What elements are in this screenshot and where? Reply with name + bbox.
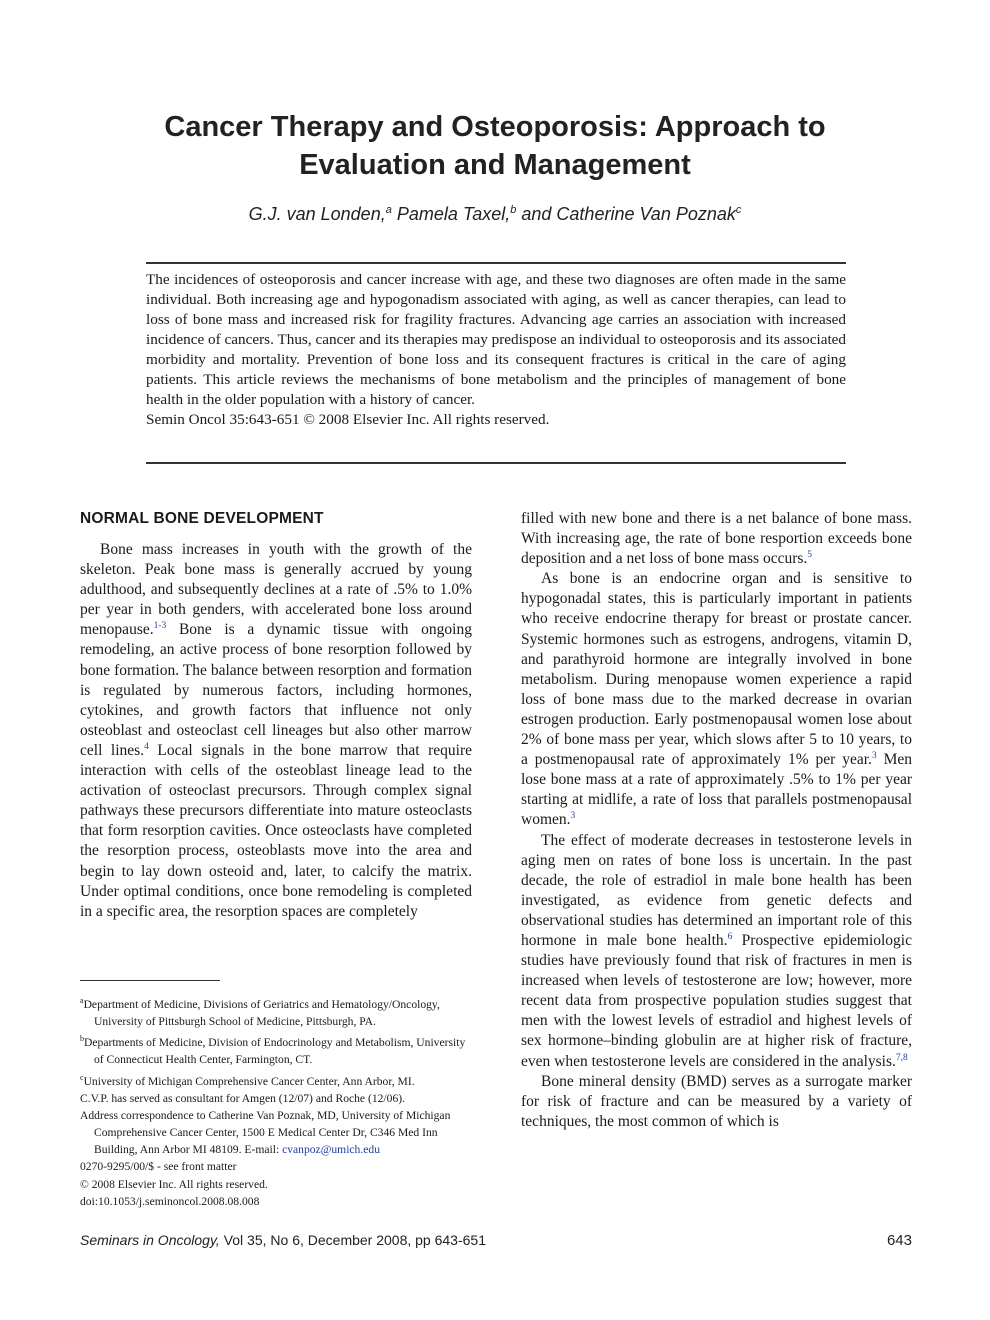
- body-text: The effect of moderate decreases in testosterone levels in aging men on rates of bone loss is uncertain. In the past decade, the role of estradiol in male bone health has been investigated, as evidence from genetic defects and observational studies has determined an important role of this hormone in male bone health.: [521, 831, 912, 949]
- section-heading: NORMAL BONE DEVELOPMENT: [80, 510, 324, 527]
- footnotes: [80, 992, 472, 1210]
- affiliation-text: University of Michigan Comprehensive Cancer Center, Ann Arbor, MI.: [83, 1074, 415, 1088]
- abstract-text: The incidences of osteoporosis and cancer increase with age, and these two diagnoses are often made in the same individual. Both increasing age and hypogonadism associated with aging, as well as cancer therapies, can lead to loss of bone mass and increased risk for fragility fractures. Advancing age carries an association with increased incidence of cancers. Thus, cancer and its therapies may predispose an individual to osteoporosis and its associated morbidity and mortality. Prevention of bone loss and its consequent fractures is critical in the care of aging patients. This article reviews the mechanisms of bone metabolism and the principles of management of bone health in the older population with a history of cancer.: [146, 271, 846, 408]
- correspondence-footnote: [80, 1107, 472, 1159]
- reference-link[interactable]: 6: [727, 931, 733, 942]
- reference-link[interactable]: 4: [144, 741, 149, 752]
- affiliation-footnote: [80, 1030, 472, 1068]
- page-footer: [80, 1232, 912, 1252]
- author-name: Pamela Taxel,: [396, 204, 511, 224]
- abstract-bottom-rule: [146, 462, 846, 464]
- affiliation-text: Department of Medicine, Divisions of Geriatrics and Hematology/Oncology, University of Pittsburgh School of Medicine, Pittsburgh, PA.: [83, 997, 440, 1029]
- disclosure-footnote: C.V.P. has served as consultant for Amgen (12/07) and Roche (12/06).: [80, 1091, 406, 1105]
- affiliation-text: Departments of Medicine, Division of Endocrinology and Metabolism, University of Connecticut Health Center, Farmington, CT.: [84, 1036, 466, 1067]
- reference-link[interactable]: 3: [871, 750, 877, 761]
- issn-line: 0270-9295/00/$ - see front matter: [80, 1160, 237, 1174]
- body-paragraph: [521, 509, 912, 569]
- author-affiliation-mark: c: [735, 204, 742, 216]
- affiliation-mark: a: [80, 996, 84, 1005]
- body-paragraph: [521, 831, 912, 1072]
- body-text: Prospective epidemiologic studies have previously found that risk of fractures in men is increased when levels of testosterone are low; however, more recent data from prospective population studies suggest that men with the lowest levels of estradiol and highest levels of sex hormone–binding globulin are at higher risk of fracture, even when testosterone levels are considered in the analysis.: [521, 931, 912, 1070]
- author-affiliation-mark: b: [510, 204, 517, 216]
- page-number: 643: [886, 1232, 912, 1249]
- author-affiliation-mark: a: [385, 204, 392, 216]
- journal-details: Vol 35, No 6, December 2008, pp 643-651: [219, 1232, 486, 1248]
- body-text: Bone mass increases in youth with the growth of the skeleton. Peak bone mass is generally accrued by young adulthood, and subsequently declines at a rate of .5% to 1.0% per year in both genders, with accelerated bone loss around menopause.: [80, 541, 472, 639]
- author-name: and Catherine Van Poznak: [521, 204, 736, 224]
- reference-link[interactable]: 3: [570, 811, 576, 822]
- email-link[interactable]: cvanpoz@umich.edu: [282, 1143, 380, 1157]
- body-text: As bone is an endocrine organ and is sensitive to hypogonadal states, this is particularly important in patients who receive endocrine therapy for breast or prostate cancer. Systemic hormones such as estrogens, androgens, vitamin D, and parathyroid hormone are integrally involved in bone metabolism. During menopause women experience a rapid loss of bone mass due to the marked decrease in ovarian estrogen production. Early postmenopausal women lose about 2% of bone mass per year, which slows after 5 to 10 years, to a postmenopausal rate of approximately 1% per year.: [521, 570, 912, 769]
- body-paragraph: Bone mineral density (BMD) serves as a surrogate marker for risk of fracture and can be measured by a variety of techniques, the most common of which is: [521, 1072, 912, 1130]
- affiliation-footnote: [80, 1069, 472, 1090]
- body-text: Bone is a dynamic tissue with ongoing remodeling, an active process of bone resorption followed by bone formation. The balance between resorption and formation is regulated by numerous factors, including hormones, cytokines, and growth factors that influence not only osteoblast and osteoclast cell lineages but also other marrow cell lines.: [80, 621, 472, 759]
- affiliation-mark: b: [80, 1034, 84, 1044]
- journal-name: Seminars in Oncology,: [80, 1232, 220, 1248]
- body-paragraph: [521, 569, 912, 830]
- reference-link[interactable]: 1-3: [153, 621, 167, 632]
- right-column: [521, 509, 912, 1132]
- affiliation-footnote: [80, 992, 472, 1030]
- body-text: filled with new bone and there is a net balance of bone mass. With increasing age, the rate of bone resportion exceeds bone deposition and a net loss of bone mass occurs.: [521, 510, 912, 568]
- copyright-line: © 2008 Elsevier Inc. All rights reserved.: [80, 1177, 268, 1191]
- body-text: Local signals in the bone marrow that require interaction with cells of the osteoblast lineage lead to the activation of osteoclast precursors. Through complex signal pathways these precursors differentiate into mature osteoclasts that form resorption cavities. Once osteoclasts have completed the resorption process, osteoblasts move into the area and begin to lay down osteoid and, later, to calcify the matrix. Under optimal conditions, once bone remodeling is completed in a specific area, the resorption spaces are completely: [80, 741, 472, 920]
- journal-citation: [80, 1232, 486, 1248]
- affiliation-mark: c: [80, 1072, 84, 1082]
- correspondence-text: Address correspondence to Catherine Van Poznak, MD, University of Michigan Comprehensive Cancer Center, 1500 E Medical Center Dr, C346 Med Inn Building, Ann Arbor MI 48109. E-mail:: [80, 1108, 451, 1157]
- reference-link[interactable]: 5: [807, 550, 813, 561]
- abstract-top-rule: [146, 262, 846, 264]
- author-list: [90, 204, 900, 225]
- body-paragraph: [80, 540, 472, 922]
- abstract-citation: Semin Oncol 35:643-651 © 2008 Elsevier Inc. All rights reserved.: [146, 411, 550, 428]
- abstract: [146, 270, 846, 430]
- article-title: Cancer Therapy and Osteoporosis: Approach to Evaluation and Management: [164, 111, 826, 181]
- footnote-rule: [80, 980, 220, 981]
- reference-link[interactable]: 7,8: [895, 1052, 908, 1063]
- body-text: Men lose bone mass at a rate of approximately .5% to 1% per year starting at midlife, a rate of loss that parallels postmenopausal women.: [521, 751, 912, 829]
- author-name: G.J. van Londen,: [248, 204, 386, 224]
- doi-line: doi:10.1053/j.seminoncol.2008.08.008: [80, 1194, 260, 1208]
- left-column: [80, 508, 472, 922]
